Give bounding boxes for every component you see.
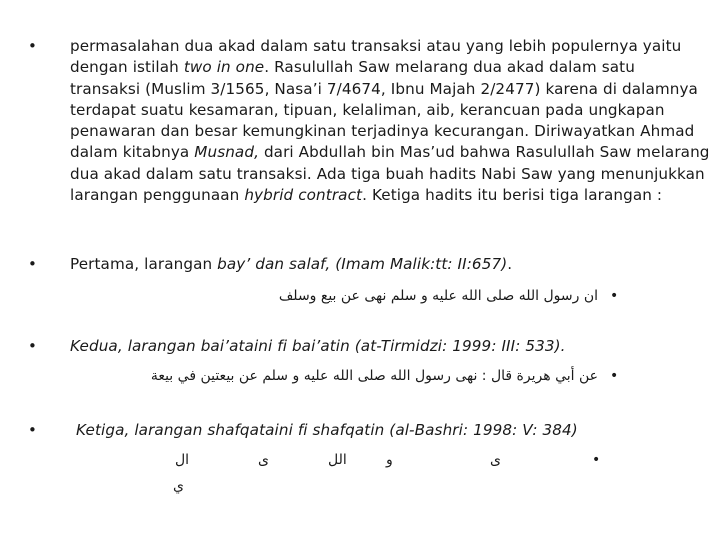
bullet-paragraph-2 [70, 254, 710, 275]
bullet-marker-1: • [28, 37, 37, 55]
bullet-marker-3: • [28, 337, 37, 355]
b2-text-a: Pertama, larangan [70, 255, 218, 273]
arabic-fragment-4: ى [258, 452, 269, 468]
arabic-fragment-6: ي [173, 478, 184, 494]
b4-em-a: Ketiga, larangan shafqataini fi shafqatin (al-Bashri: 1998: V: 384) [76, 421, 578, 439]
b1-em-b: Musnad, [194, 143, 260, 162]
b1-em-c: hybrid contract [244, 186, 363, 205]
bullet-paragraph-4 [76, 420, 716, 441]
arabic-fragment-3: الل [328, 452, 347, 468]
b1-text-c: dari Abdullah bin Mas’ud bahwa Rasulullah Saw melarang dua akad dalam satu transaksi. Ada tiga buah hadits Nabi Saw yang menunjukkan larangan penggunaan [70, 143, 710, 205]
arabic-fragment-5: ال [175, 452, 190, 468]
arabic-quote-3: عن أبي هريرة قال : نهى رسول الله صلى الله عليه و سلم عن بيعتين في بيعة [150, 368, 598, 384]
bullet-paragraph-3 [70, 336, 710, 357]
b3-em-a: Kedua, larangan bai’ataini fi bai’atin (at-Tirmidzi: 1999: III: 533). [70, 337, 566, 355]
arabic-fragment-1: ى [490, 452, 501, 468]
arabic-marker-2: • [610, 288, 619, 304]
b1-text-a: permasalahan dua akad dalam satu transaksi atau yang lebih populernya yaitu dengan istilah [70, 37, 682, 77]
b1-text-b: . Rasulullah Saw melarang dua akad dalam satu transaksi (Muslim 3/1565, Nasa’i 7/4674, Ibnu Majah 2/2477) karena di dalamnya terdapat suatu kesamaran, tipuan, kelaliman, aib, kerancuan pada ungkapan penawaran dan besar kemungkinan terjadinya kecurangan. Diriwayatkan Ahmad dalam kitabnya [70, 58, 698, 162]
arabic-quote-2: ان رسول الله صلى الله عليه و سلم نهى عن بيع وسلف [278, 288, 598, 304]
b2-text-b: . [507, 255, 513, 273]
arabic-marker-3: • [610, 368, 619, 384]
arabic-marker-4: • [592, 452, 601, 468]
arabic-fragment-2: و [386, 452, 393, 468]
b1-em-a: two in one [183, 58, 265, 77]
bullet-marker-2: • [28, 255, 37, 273]
b1-text-d: . Ketiga hadits itu berisi tiga larangan : [362, 186, 663, 205]
bullet-marker-4: • [28, 421, 37, 439]
bullet-paragraph-1 [70, 36, 710, 206]
b2-em-a: bay’ dan salaf, (Imam Malik:tt: II:657) [217, 255, 508, 273]
